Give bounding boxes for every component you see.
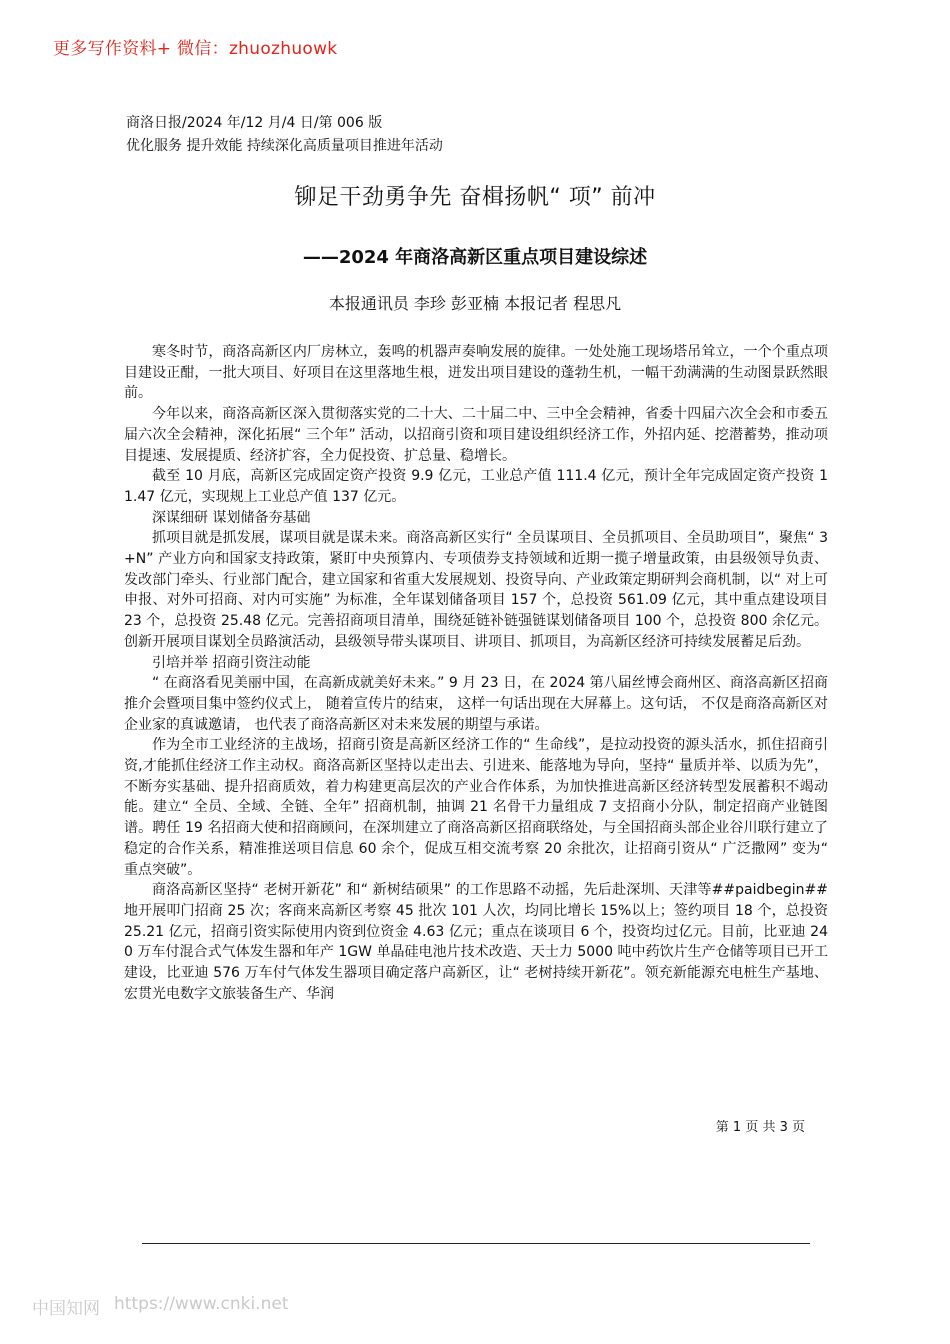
paragraph-intro: 寒冬时节，商洛高新区内厂房林立，轰鸣的机器声奏响发展的旋律。一处处施工现场塔吊耸立，一个个重点项目建设正酣，一批大项目、好项目在这里落地生根，迸发出项目建设的蓬勃生机，一幅干劲满满的生动图景跃然眼前。 xyxy=(124,344,828,402)
paragraph-projects: 商洛高新区坚持“ 老树开新花” 和“ 新树结硕果” 的工作思路不动摇，先后赴深圳、天津等##paidbegin##地开展叩门招商 25 次；客商来高新区考察 45 批次 101 人次，均同比增长 15%以上；签约项目 18 个，总投资 25.21 亿元，招商引资实际使用内资到位资金 4.63 亿元；重点在谈项目 6 个，投资均过亿元。目前，比亚迪 240 万车付混合式气体发生器和年产 1GW 单晶硅电池片技术改造、天士力 5000 吨中药饮片生产仓储等项目已开工建设，比亚迪 576 万车付气体发生器项目确定落户高新区，让“ 老树持续开新花”。领充新能源充电桩生产基地、宏贯光电数字文旅装备生产、华润 xyxy=(124,882,828,1002)
footer-divider xyxy=(142,1243,810,1244)
paragraph-overview: 今年以来，商洛高新区深入贯彻落实党的二十大、二十届二中、三中全会精神，省委十四届六次全会和市委五届六次全会精神，深化拓展“ 三个年” 活动，以招商引资和项目建设组织经济工作，外招内延、挖潜蓄势，推动项目提速、发展提质、经济扩容，全力促投资、扩总量、稳增长。 xyxy=(124,406,828,464)
paragraph-investment: 作为全市工业经济的主战场，招商引资是高新区经济工作的“ 生命线”，是拉动投资的源头活水，抓住招商引资,才能抓住经济工作主动权。商洛高新区坚持以走出去、引进来、能落地为导向，坚持“ 量质并举、以质为先”，不断夯实基础、提升招商质效，着力构建更高层次的产业合作体系，为加快推进高新区经济转型发展蓄积不竭动能。建立“ 全员、全域、全链、全年” 招商机制，抽调 21 名骨干力量组成 7 支招商小分队，制定招商产业链图谱。聘任 19 名招商大使和招商顾问，在深圳建立了商洛高新区招商联络处，与全国招商头部企业谷川联行建立了稳定的合作关系，精准推送项目信息 60 余个，促成互相交流考察 20 余批次，让招商引资从“ 广泛撒网” 变为“ 重点突破”。 xyxy=(124,737,828,878)
page-indicator: 第 1 页 共 3 页 xyxy=(715,1120,805,1135)
watermark-url: https://www.cnki.net xyxy=(114,1294,289,1314)
headline: 铆足干劲勇争先 奋楫扬帆“ 项” 前冲 xyxy=(294,185,656,210)
promo-banner: 更多写作资料+ 微信：zhuozhuowk xyxy=(53,39,338,59)
section-heading-investment: 引培并举 招商引资注动能 xyxy=(152,654,311,671)
cnki-watermark xyxy=(32,1294,288,1319)
article-body xyxy=(124,342,828,1005)
section-heading-planning: 深谋细研 谋划储备夯基础 xyxy=(152,509,311,526)
byline: 本报通讯员 李珍 彭亚楠 本报记者 程思凡 xyxy=(328,294,622,313)
subheadline: ——2024 年商洛高新区重点项目建设综述 xyxy=(302,247,648,268)
paragraph-planning: 抓项目就是抓发展，谋项目就是谋未来。商洛高新区实行“ 全员谋项目、全员抓项目、全员助项目”，聚焦“ 3+N” 产业方向和国家支持政策，紧盯中央预算内、专项债券支持领域和近期一揽子增量政策，由县级领导负责、发改部门牵头、行业部门配合，建立国家和省重大发展规划、投资导向、产业政策定期研判会商机制，以“ 对上可申报、对外可招商、对内可实施” 为标准，全年谋划储备项目 157 个，总投资 561.09 亿元，其中重点建设项目 23 个，总投资 25.48 亿元。完善招商项目清单，围绕延链补链强链谋划储备项目 100 个，总投资 800 余亿元。创新开展项目谋划全员路演活动，县级领导带头谋项目、讲项目、抓项目，为高新区经济可持续发展蓄足后劲。 xyxy=(124,530,828,650)
paragraph-stats: 截至 10 月底，高新区完成固定资产投资 9.9 亿元，工业总产值 111.4 亿元，预计全年完成固定资产投资 11.47 亿元，实现规上工业总产值 137 亿元。 xyxy=(124,468,828,505)
source-line: 商洛日报/2024 年/12 月/4 日/第 006 版 xyxy=(126,115,383,131)
paragraph-silk-expo: “ 在商洛看见美丽中国，在高新成就美好未来。” 9 月 23 日，在 2024 第八届丝博会商州区、商洛高新区招商推介会暨项目集中签约仪式上， 随着宣传片的结束， 这样一句话出现在大屏幕上。这句话， 不仅是商洛高新区对企业家的真诚邀请， 也代表了商洛高新区对未来发展的期望与承诺。 xyxy=(124,675,828,733)
column-title: 优化服务 提升效能 持续深化高质量项目推进年活动 xyxy=(126,138,443,154)
watermark-brand: 中国知网 xyxy=(32,1299,100,1319)
